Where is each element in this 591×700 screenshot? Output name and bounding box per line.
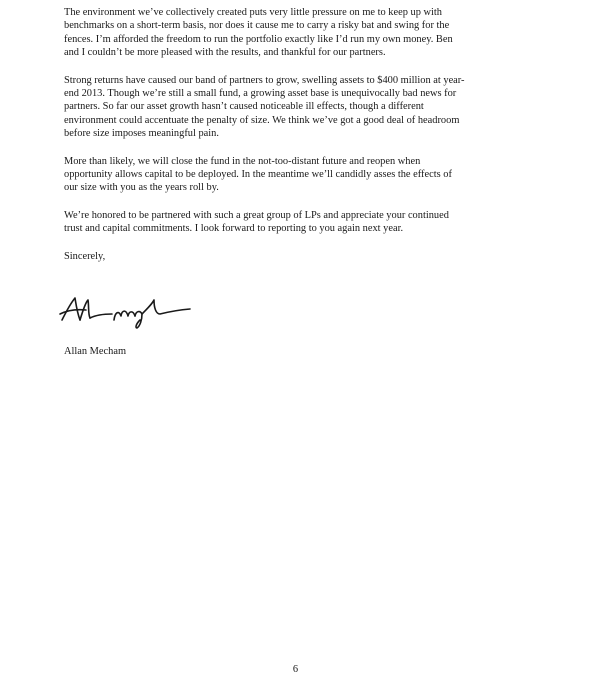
page-number: 6 — [292, 664, 299, 675]
signature-graphic — [56, 290, 196, 330]
text-line: end 2013. Though we’re still a small fund, a growing asset base is unequivocally bad news for — [64, 88, 457, 100]
paragraph-1 — [64, 6, 534, 60]
text-line: partners. So far our asset growth hasn’t caused noticeable ill effects, though a different — [64, 101, 424, 113]
text-line: benchmarks on a short-term basis, nor does it cause me to carry a risky bat and swing for the — [64, 20, 450, 32]
paragraph-2 — [64, 74, 534, 141]
text-line: trust and capital commitments. I look forward to reporting to you again next year. — [64, 223, 404, 235]
handwritten-signature — [56, 290, 196, 330]
text-line: The environment we’ve collectively created puts very little pressure on me to keep up with — [64, 7, 442, 18]
text-line: our size with you as the years roll by. — [64, 182, 219, 194]
signer-name: Allan Mecham — [64, 346, 127, 357]
text-line: We’re honored to be partnered with such a great group of LPs and appreciate your continued — [64, 209, 449, 221]
letter-body — [64, 6, 534, 263]
paragraph-4 — [64, 209, 534, 236]
text-line: before size imposes meaningful pain. — [64, 128, 219, 140]
text-line: More than likely, we will close the fund in the not-too-distant future and reopen when — [64, 155, 421, 167]
text-line: opportunity allows capital to be deployed. In the meantime we’ll candidly asses the effects of — [64, 169, 452, 181]
paragraph-3 — [64, 155, 534, 195]
text-line: fences. I’m afforded the freedom to run the portfolio exactly like I’d run my own money. Ben — [64, 33, 453, 45]
text-line: Strong returns have caused our band of partners to grow, swelling assets to $400 million at year- — [64, 74, 465, 86]
text-line: and I couldn’t be more pleased with the results, and thankful for our partners. — [64, 47, 386, 59]
text-line: environment could accentuate the penalty of size. We think we’ve got a good deal of headroom — [64, 114, 460, 126]
closing-salutation: Sincerely, — [64, 250, 106, 262]
